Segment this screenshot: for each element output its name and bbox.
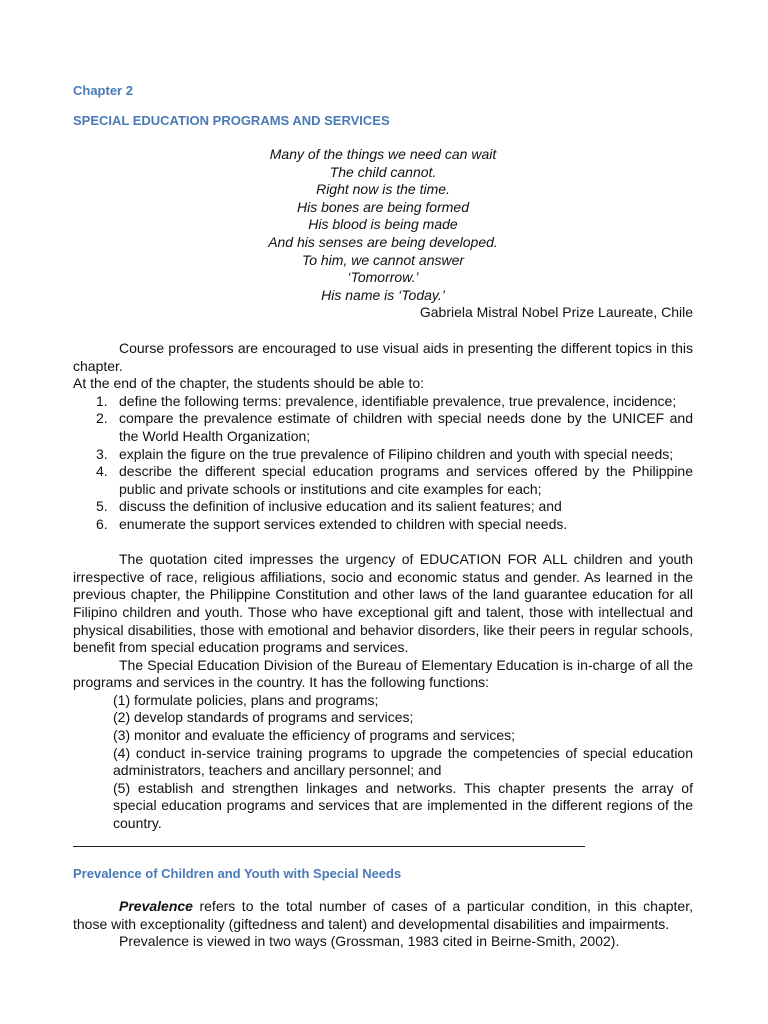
intro-paragraph: Course professors are encouraged to use visual aids in presenting the different topics in this chapter. [73, 340, 693, 374]
chapter-title: SPECIAL EDUCATION PROGRAMS AND SERVICES [73, 113, 390, 128]
chapter-body [73, 340, 693, 833]
poem-line: Many of the things we need can wait [269, 146, 497, 162]
list-item: 6. enumerate the support services extended to children with special needs. [96, 515, 568, 532]
list-item: (2) develop standards of programs and services; [113, 709, 414, 726]
poem-line: His bones are being formed [297, 198, 469, 215]
functions-list [73, 692, 693, 833]
body-paragraph: The Special Education Division of the Bureau of Elementary Education is in-charge of all the programs and services in the country. It has the following functions: [73, 656, 693, 691]
poem-line: And his senses are being developed. [268, 233, 498, 250]
objectives-lead: At the end of the chapter, the students should be able to: [73, 375, 425, 392]
list-item: (4) conduct in-service training programs to upgrade the competencies of special education administrators, teachers and ancillary personnel; and [113, 744, 693, 779]
section-title: Prevalence of Children and Youth with Special Needs [73, 866, 402, 881]
objectives-list [73, 393, 693, 534]
list-item: (1) formulate policies, plans and programs; [113, 691, 379, 708]
list-item: 3. explain the figure on the true prevalence of Filipino children and youth with special needs; [96, 445, 674, 462]
term-prevalence: Prevalence [119, 898, 193, 914]
poem-quotation [73, 146, 693, 322]
list-item: 5. discuss the definition of inclusive education and its salient features; and [96, 498, 562, 515]
body-paragraph: Prevalence is viewed in two ways (Grossman, 1983 cited in Beirne-Smith, 2002). [119, 933, 620, 950]
list-item: 4. describe the different special education programs and services offered by the Philippine public and private schools or institutions and cite examples for each; [96, 463, 693, 497]
chapter-label: Chapter 2 [73, 83, 133, 98]
list-item: (5) establish and strengthen linkages and networks. This chapter presents the array of special education programs and services that are implemented in the different regions of the country. [113, 779, 693, 832]
poem-line: His name is ‘Today.’ [321, 286, 445, 303]
body-paragraph: Prevalence refers to the total number of cases of a particular condition, in this chapter, those with exceptionality (giftedness and talent) and developmental disabilities and impairments. [73, 898, 693, 932]
poem-line: Right now is the time. [316, 181, 450, 198]
poem-attribution: Gabriela Mistral Nobel Prize Laureate, Chile [419, 304, 693, 321]
poem-line: To him, we cannot answer [301, 251, 465, 268]
prevalence-section [73, 898, 693, 951]
list-item: 1. define the following terms: prevalence, identifiable prevalence, true prevalence, incidence; [96, 392, 677, 409]
body-paragraph: The quotation cited impresses the urgency of EDUCATION FOR ALL children and youth irrespective of race, religious affiliations, socio and economic status and gender. As learned in the previous chapter, the Philippine Constitution and other laws of the land guarantee education for all Filipino children and youth. Those who have exceptional gift and talent, those with intellectual and physical disabilities, those with emotional and behavior disorders, like their peers in regular schools, benefit from special education programs and services. [73, 551, 693, 656]
section-divider [73, 846, 585, 847]
poem-line: The child cannot. [329, 163, 437, 180]
list-item: (3) monitor and evaluate the efficiency of programs and services; [113, 727, 516, 744]
poem-line: His blood is being made [308, 216, 458, 233]
poem-line: ‘Tomorrow.’ [347, 269, 419, 286]
list-item: 2. compare the prevalence estimate of children with special needs done by the UNICEF and the World Health Organization; [96, 410, 693, 444]
